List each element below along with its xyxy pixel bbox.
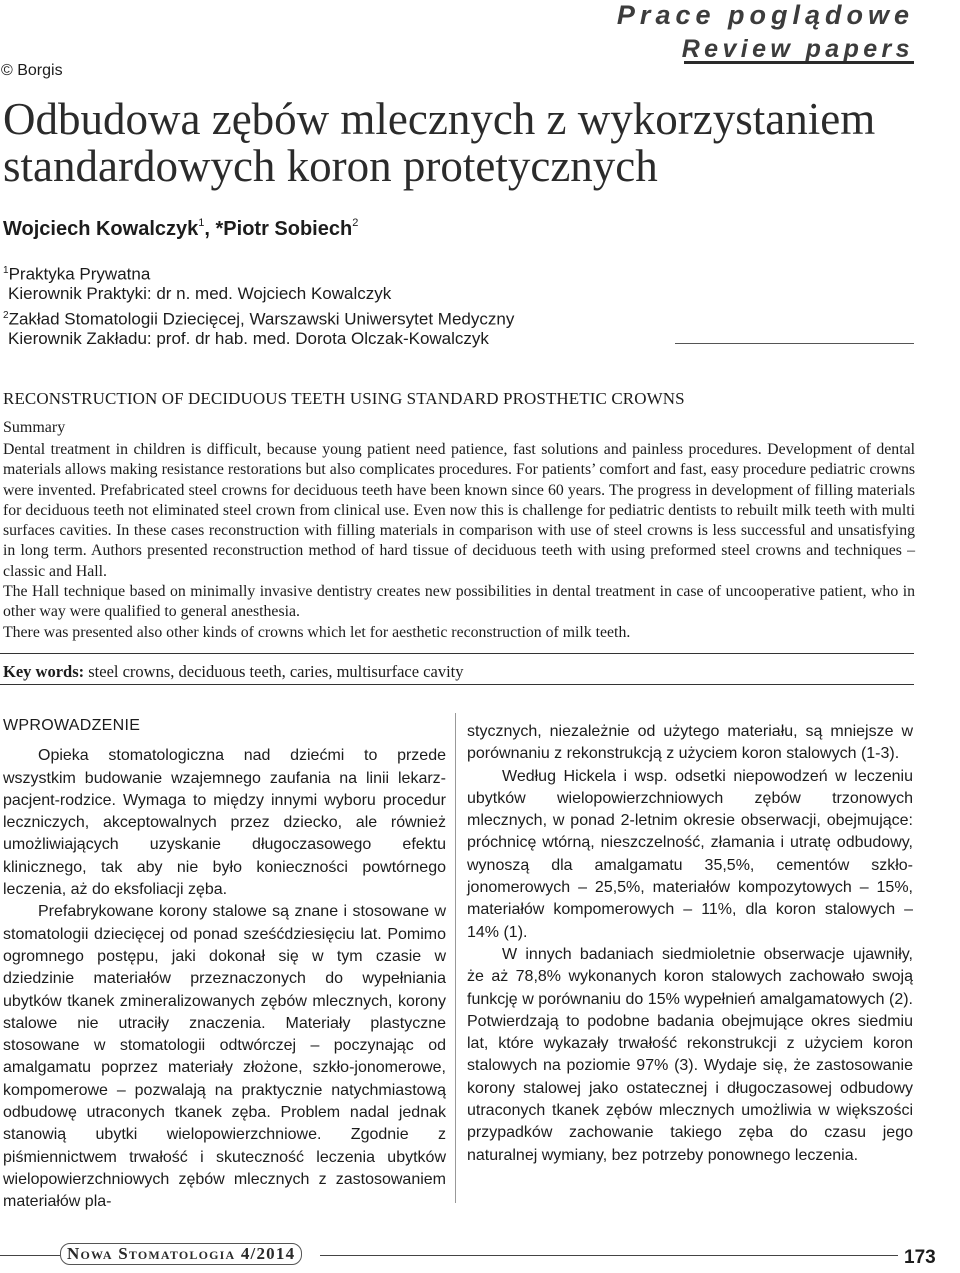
affiliation-divider: [675, 343, 914, 344]
affiliation-text: Kierownik Praktyki: dr n. med. Wojciech Kowalczyk: [8, 284, 392, 303]
column-divider: [455, 713, 456, 1203]
affiliation-text: Kierownik Zakładu: prof. dr hab. med. Dorota Olczak-Kowalczyk: [8, 329, 489, 348]
keywords-line: [3, 662, 464, 682]
copyright-notice: © Borgis: [1, 62, 63, 79]
affiliation-marker: 2: [3, 310, 9, 321]
abstract-title: RECONSTRUCTION OF DECIDUOUS TEETH USING STANDARD PROSTHETIC CROWNS: [3, 389, 685, 408]
section-category-english: Review papers: [681, 35, 914, 63]
body-paragraph: Opieka stomatologiczna nad dziećmi to przede wszystkim budowanie wzajemnego zaufania na linii lekarz-pacjent-rodzice. Wymaga to między innymi wyboru procedur leczniczych, akceptowalnych przez dziecko, ale również umożliwiających uzyskanie długoczasowego efektu klinicznego, tak aby nie było konieczności powtórnego leczenia, aż do eksfoliacji zęba.: [3, 747, 446, 899]
footer-rule-left: [0, 1255, 60, 1256]
affiliation-line: [8, 282, 728, 305]
affiliation-marker: 2: [352, 217, 359, 230]
affiliation-text: Praktyka Prywatna: [8, 264, 151, 284]
summary-body: [3, 440, 915, 643]
body-paragraph: Prefabrykowane korony stalowe są znane i stosowane w stomatologii dziecięcej od ponad sześćdziesięciu lat. Pomimo ogromnego postępu, jaki dokonał się w tym czasie w dziedzinie materiałów przeznaczonych do wypełniania ubytków tkanek zmineralizowanych zębów mlecznych, korony stalowe nie utraciły znaczenia. Materiały plastyczne stosowane w stomatologii odtwórczej – poczynając od amalgamatu poprzez materiały złożone, szkło-jonomerowe, kompomerowe – pozwalają na praktycznie natychmiastową odbudowę utraconych tkanek zęba. Problem nadal jednak stanowią ubytki wielopowierzchniowe. Zgodnie z piśmiennictwem trwałość i skuteczność leczenia ubytków wielopowierzchniowych zębów mlecznych z zastosowaniem materiałów pla-: [3, 903, 446, 1211]
summary-paragraph: Dental treatment in children is difficult, because young patient need patience, fast solutions and painless procedures. Development of dental materials allows making resistance restorations but also complicates procedures. For patients’ comfort and fast, easy procedure pediatric crowns were invented. Prefabricated steel crowns for deciduous teeth have been known since 60 years. The progress in development of filling materials for deciduous teeth not eliminated steel crown from clinical use. Even now this is challenge for pediatric dentists to rebuilt milk teeth with multi surfaces cavities. In these cases reconstruction with filling materials in comparison with use of steel crowns is less successful and unsatisfying in long term. Authors presented reconstruction method of hard tissue of deciduous teeth with using preformed steel crowns and techniques – classic and Hall.: [3, 441, 915, 580]
summary-paragraph: The Hall technique based on minimally invasive dentistry creates new possibilities in dental treatment in case of uncooperative patient, who in other way were qualified to general anesthesia.: [3, 583, 915, 621]
keywords-top-rule: [0, 653, 914, 654]
section-heading: WPROWADZENIE: [3, 717, 141, 734]
keywords-label: Key words:: [3, 662, 85, 681]
author-list: [3, 218, 358, 241]
author-separator: ,: [204, 218, 216, 240]
affiliation-text: Zakład Stomatologii Dziecięcej, Warszawski Uniwersytet Medyczny: [8, 309, 515, 329]
body-paragraph: W innych badaniach siedmioletnie obserwacje ujawniły, że aż 78,8% wykonanych koron stalowych zachowało swoją funkcję w porównaniu do 15% wypełnień amalgamatowych (2). Potwierdzają to podobne badania obejmujące okres siedmiu lat, które wykazały trwałość rekonstrukcji z użyciem koron stalowych na poziomie 97% (3). Wydaje się, że zastosowanie korony stalowej jako ostatecznej i długoczasowej odbudowy utraconych tkanek zębów mlecznych umożliwia w większości przypadków zachowanie takiego zęba do czasu jego naturalnej wymiany, bez potrzeby ponownego leczenia.: [467, 945, 913, 1164]
affiliation-marker: 1: [3, 265, 9, 276]
summary-paragraph: There was presented also other kinds of crowns which let for aesthetic reconstruction of milk teeth.: [3, 623, 631, 641]
summary-label: Summary: [3, 419, 66, 436]
section-category-polish: Prace poglądowe: [616, 0, 914, 30]
body-paragraph: stycznych, niezależnie od użytego materiału, są mniejsze w porównaniu z rekonstrukcją z użyciem koron stalowych (1-3).: [467, 723, 913, 763]
footer-rule-right: [320, 1255, 914, 1256]
body-column-right: [467, 721, 913, 1167]
affiliation-line: [8, 327, 728, 350]
author-name: Wojciech Kowalczyk: [3, 218, 199, 240]
affiliation-marker: 1: [198, 217, 205, 230]
journal-name: Nowa Stomatologia 4/2014: [60, 1243, 302, 1265]
author-name: *Piotr Sobiech: [215, 218, 353, 240]
body-paragraph: Według Hickela i wsp. odsetki niepowodzeń w leczeniu ubytków wielopowierzchniowych zębów trzonowych mlecznych, w ponad 2-letnim okresie obserwacji, obejmujące: próchnicę wtórną, nieszczelność, złamania i utratę odbudowy, wynoszą dla amalgamatu 35,5%, cementów szkło-jonomerowych – 25,5%, materiałów kompozytowych – 15%, materiałów kompomerowych – 11%, dla koron stalowych – 14% (1).: [467, 767, 913, 941]
page-number: 173: [898, 1247, 936, 1269]
body-column-left: [3, 715, 446, 1214]
keywords-text: steel crowns, deciduous teeth, caries, multisurface cavity: [88, 662, 464, 681]
article-title: Odbudowa zębów mlecznych z wykorzystaniem standardowych koron protetycznych: [3, 94, 876, 191]
header-divider: [684, 61, 914, 64]
keywords-bottom-rule: [0, 684, 914, 685]
